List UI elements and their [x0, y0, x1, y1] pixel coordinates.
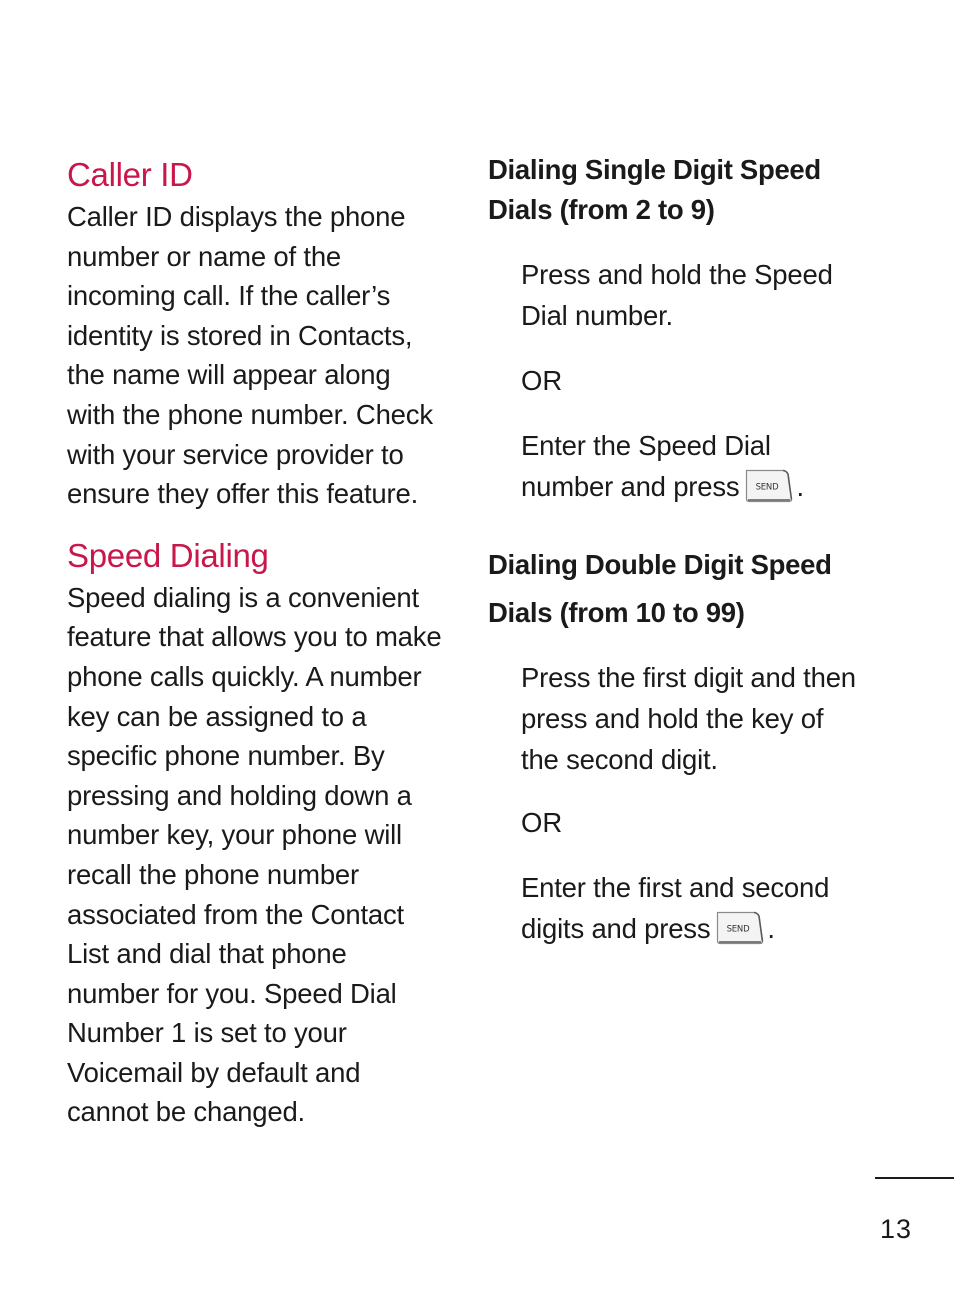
- caller-id-line: with the phone number. Check: [67, 398, 433, 430]
- double-step-1: [521, 657, 928, 780]
- double-step-2-line: digits and press: [521, 913, 711, 944]
- single-step-1: [521, 254, 928, 336]
- speed-dialing-line: Voicemail by default and: [67, 1056, 361, 1088]
- speed-dialing-line: Number 1 is set to your: [67, 1017, 347, 1049]
- single-digit-heading: [488, 150, 928, 230]
- send-key-icon: [745, 469, 793, 503]
- double-step-1-line: the second digit.: [521, 744, 718, 775]
- footer-rule: [875, 1177, 954, 1179]
- speed-dialing-paragraph: [67, 578, 462, 1132]
- single-digit-heading-line: Dialing Single Digit Speed: [488, 154, 821, 185]
- double-step-1-line: press and hold the key of: [521, 703, 824, 734]
- double-digit-heading: [488, 541, 928, 637]
- caller-id-line: identity is stored in Contacts,: [67, 319, 413, 351]
- speed-dialing-line: recall the phone number: [67, 858, 359, 890]
- double-step-2-line: Enter the first and second: [521, 872, 830, 903]
- speed-dialing-line: feature that allows you to make: [67, 621, 442, 653]
- speed-dialing-line: Speed dialing is a convenient: [67, 581, 419, 613]
- double-step-2: [521, 867, 928, 949]
- caller-id-heading: Caller ID: [67, 156, 193, 193]
- speed-dialing-line: associated from the Contact: [67, 898, 404, 930]
- caller-id-line: number or name of the: [67, 240, 342, 272]
- speed-dialing-line: key can be assigned to a: [67, 700, 367, 732]
- left-column: [67, 150, 462, 1132]
- caller-id-line: ensure they offer this feature.: [67, 478, 419, 510]
- double-digit-steps: [521, 657, 928, 949]
- page-number: 13: [879, 1214, 912, 1244]
- right-column: [488, 150, 928, 949]
- speed-dialing-line: pressing and holding down a: [67, 779, 412, 811]
- single-step-2-line: Enter the Speed Dial: [521, 430, 771, 461]
- send-key-icon: [716, 911, 764, 945]
- speed-dialing-line: phone calls quickly. A number: [67, 660, 422, 692]
- single-digit-steps: [521, 254, 928, 507]
- send-key-label: SEND: [756, 482, 779, 493]
- speed-dialing-line: number for you. Speed Dial: [67, 977, 397, 1009]
- double-digit-heading-line: Dialing Double Digit Speed: [488, 549, 832, 580]
- speed-dialing-line: specific phone number. By: [67, 740, 385, 772]
- caller-id-line: with your service provider to: [67, 438, 404, 470]
- speed-dialing-heading: Speed Dialing: [67, 536, 269, 574]
- caller-id-line: incoming call. If the caller’s: [67, 280, 391, 312]
- speed-dialing-line: List and dial that phone: [67, 938, 347, 970]
- double-step-2-suffix: .: [767, 913, 775, 944]
- single-step-1-line: Press and hold the Speed: [521, 259, 833, 290]
- caller-id-line: Caller ID displays the phone: [67, 201, 406, 232]
- speed-dialing-line: number key, your phone will: [67, 819, 402, 851]
- send-key-label: SEND: [726, 924, 750, 935]
- caller-id-paragraph: [67, 197, 462, 514]
- single-or-text: OR: [521, 365, 563, 396]
- double-digit-heading-line: Dials (from 10 to 99): [488, 597, 745, 628]
- single-digit-heading-line: Dials (from 2 to 9): [488, 194, 715, 225]
- speed-dialing-line: cannot be changed.: [67, 1096, 305, 1128]
- double-step-1-line: Press the first digit and then: [521, 662, 856, 693]
- caller-id-line: the name will appear along: [67, 359, 391, 391]
- single-step-2: [521, 425, 928, 507]
- double-or-text: OR: [521, 807, 563, 838]
- single-step-1-line: Dial number.: [521, 300, 673, 331]
- single-step-2-line: number and press: [521, 471, 740, 502]
- single-step-2-suffix: .: [796, 471, 804, 502]
